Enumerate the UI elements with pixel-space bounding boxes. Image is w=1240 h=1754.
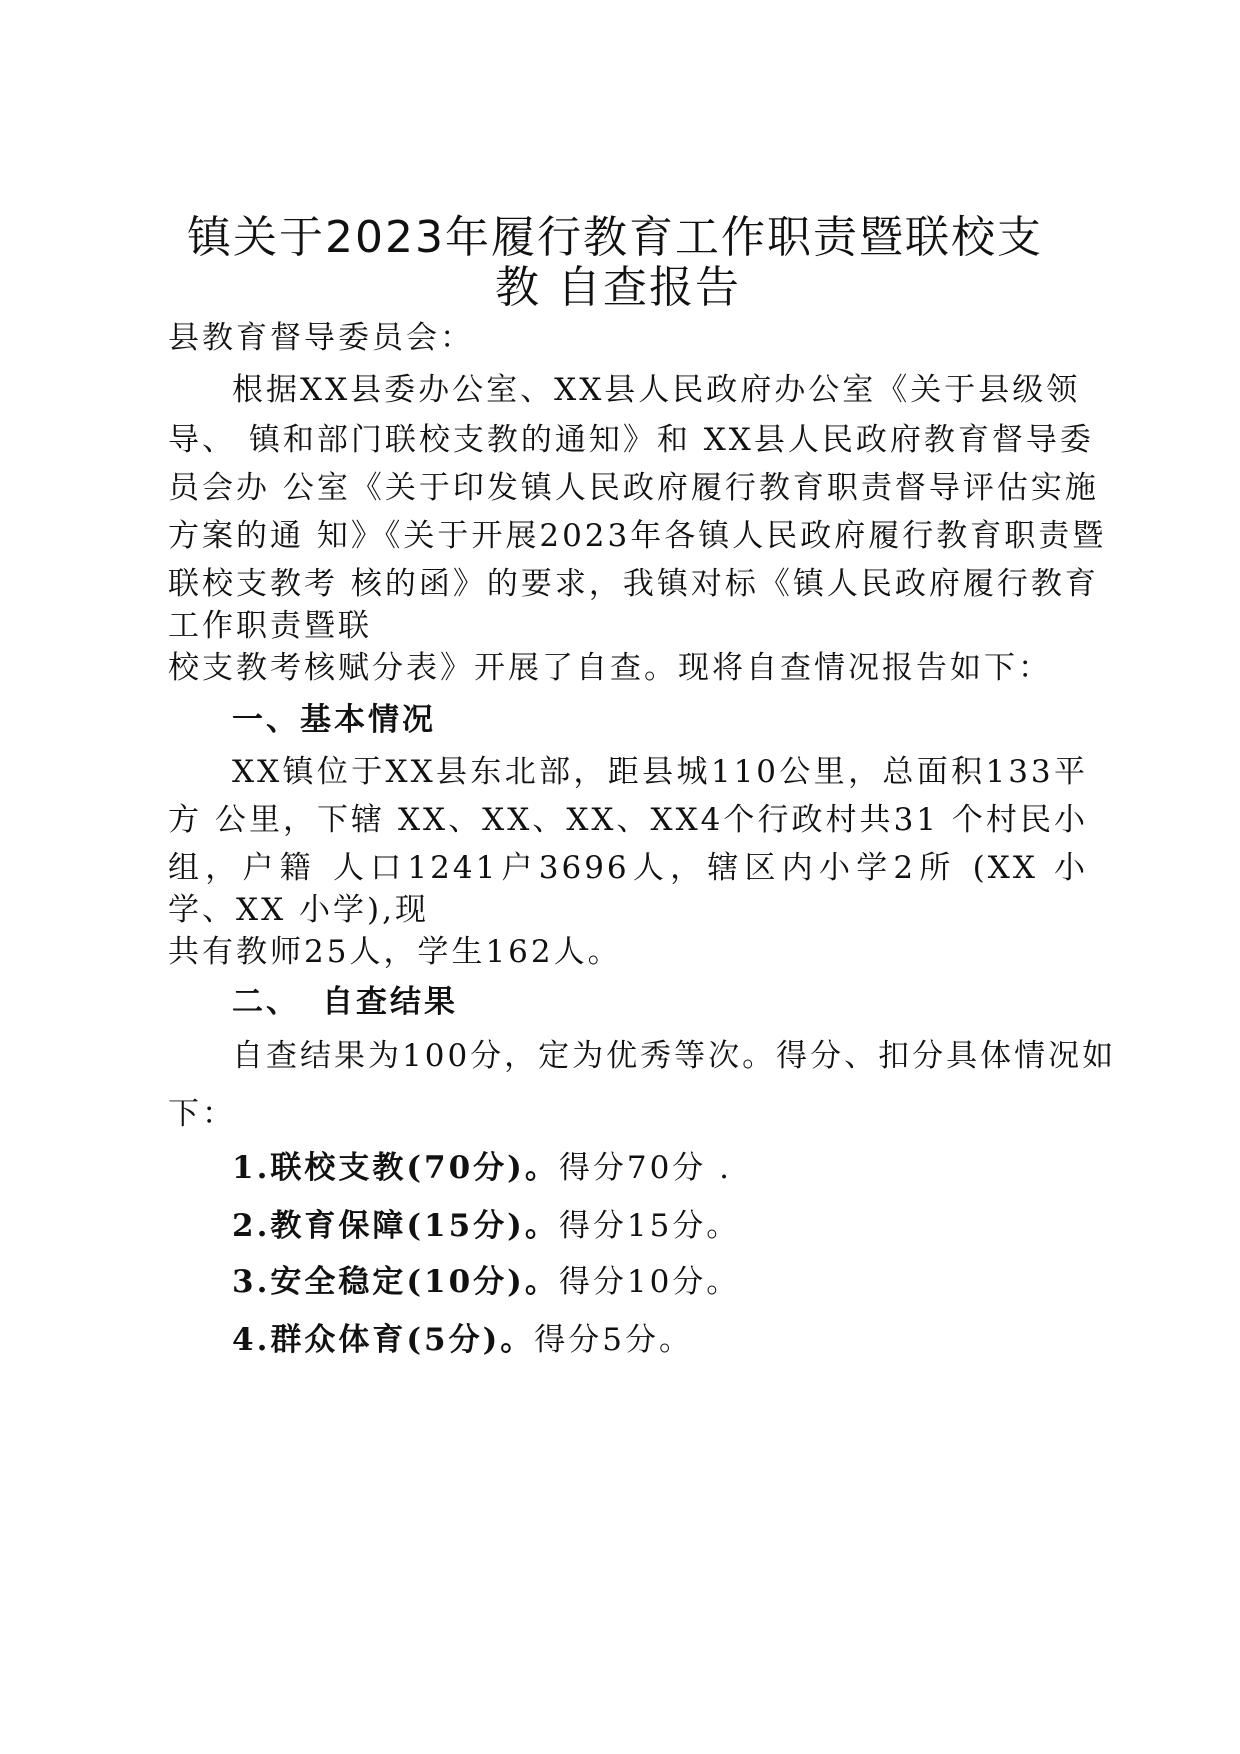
intro-line: 校支教考核赋分表》开展了自查。现将自查情况报告如下： [168, 650, 1052, 686]
score-item-score: 得分70分 . [558, 1150, 732, 1186]
score-item-label: 2.教育保障(15分)。 [232, 1208, 559, 1244]
score-item [232, 1148, 1088, 1188]
section1-line: 方 公里，下辖 XX、XX、XX、XX4个行政村共31 个村民小 [168, 802, 1088, 838]
score-item-score: 得分15分。 [558, 1208, 741, 1244]
salutation: 县教育督导委员会： [168, 320, 474, 356]
section1-line: 学、XX 小学),现 [168, 892, 429, 928]
score-item-label: 3.安全稳定(10分)。 [232, 1264, 559, 1300]
score-item [232, 1206, 1088, 1246]
intro-line: 工作职责暨联 [168, 608, 372, 644]
section2-line: 下： [168, 1096, 236, 1132]
section2-heading-number: 二、 [232, 984, 300, 1020]
intro-line: 员会办 公室《关于印发镇人民政府履行教育职责督导评估实施 [168, 470, 1099, 506]
score-item-label: 4.群众体育(5分)。 [232, 1322, 535, 1358]
score-item-label: 1.联校支教(70分)。 [232, 1150, 559, 1186]
intro-line: 根据XX县委办公室、XX县人民政府办公室《关于县级领 [232, 372, 1081, 408]
section1-line: 组，户籍 人口1241户3696人，辖区内小学2所 (XX 小 [168, 850, 1088, 886]
section1-line: XX镇位于XX县东北部，距县城110公里，总面积133平 [232, 754, 1088, 790]
document-title-line1: 镇关于2023年履行教育工作职责暨联校支 [187, 212, 1043, 263]
score-item [232, 1320, 1088, 1360]
score-item [232, 1262, 1088, 1302]
document-title-line2: 教 自查报告 [495, 262, 741, 313]
score-item-score: 得分5分。 [534, 1322, 694, 1358]
section2-line: 自查结果为100分，定为优秀等次。得分、扣分具体情况如 [232, 1038, 1117, 1074]
intro-line: 联校支教考 核的函》的要求，我镇对标《镇人民政府履行教育 [168, 566, 1099, 602]
intro-line: 方案的通 知》《关于开展2023年各镇人民政府履行教育职责暨 [168, 518, 1107, 554]
section-heading-basic-info: 一、基本情况 [232, 702, 436, 738]
section-heading-self-check [232, 982, 1088, 1022]
intro-line: 导、 镇和部门联校支教的通知》和 XX县人民政府教育督导委 [168, 422, 1094, 458]
section2-heading-text: 自查结果 [322, 984, 458, 1020]
score-item-score: 得分10分。 [558, 1264, 741, 1300]
section1-line: 共有教师25人，学生162人。 [168, 934, 622, 970]
